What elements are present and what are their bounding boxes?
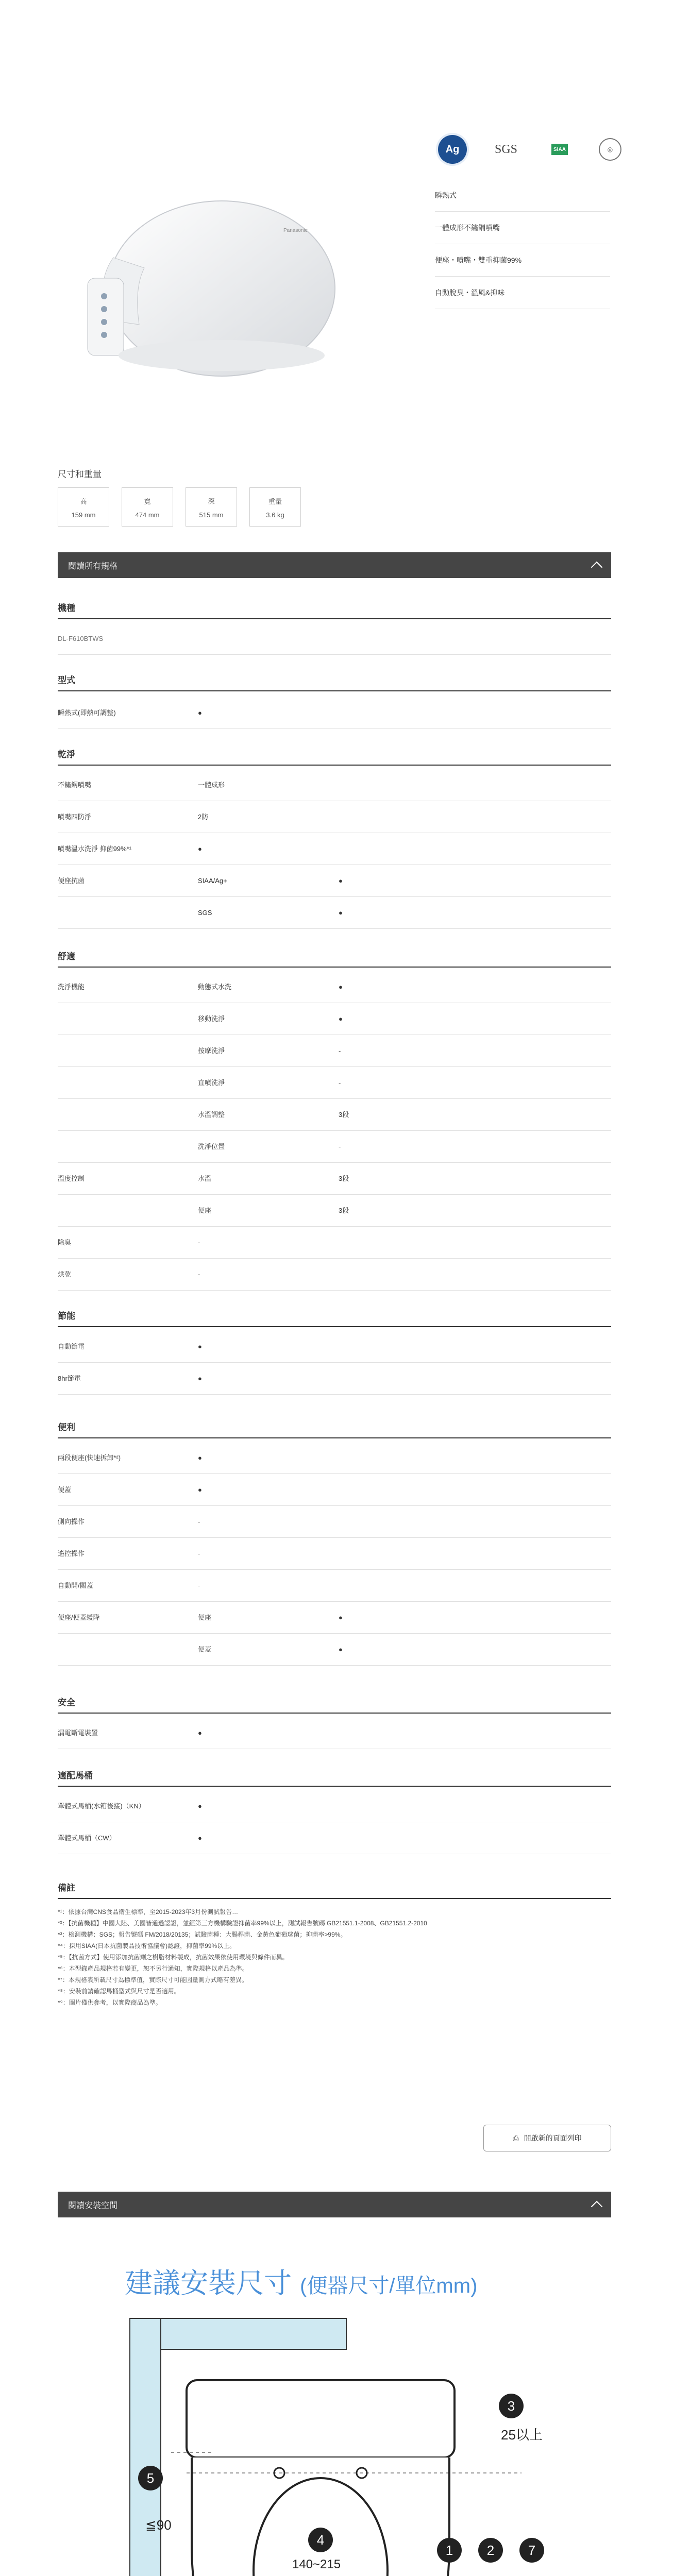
table-row	[58, 802, 611, 833]
row-label: 單體式馬桶(水箱後接)（KN）	[58, 1802, 145, 1810]
install-subtitle: (便器尺寸/單位mm)	[300, 2275, 478, 2297]
table-row	[58, 1791, 611, 1822]
row-mid: 2防	[198, 813, 209, 821]
table-row	[58, 1475, 611, 1506]
note-item: *⁷：本規格表所載尺寸為標準值，實際尺寸可能因量測方式略有差異。	[58, 1976, 248, 1984]
row-value: ●	[339, 877, 343, 885]
section-convenience-title: 便利	[58, 1422, 75, 1432]
row-label: 溫度控制	[58, 1175, 85, 1182]
table-row	[58, 1036, 611, 1067]
svg-text:≦90: ≦90	[145, 2517, 172, 2533]
section-fit-title: 適配馬桶	[58, 1771, 93, 1781]
table-row	[58, 897, 611, 929]
row-value: -	[339, 1143, 341, 1150]
row-label: 漏電斷電裝置	[58, 1729, 98, 1737]
section-comfort-title: 舒適	[58, 952, 75, 961]
wall-left	[130, 2318, 161, 2576]
row-mid: ●	[198, 1729, 202, 1737]
cert-row	[438, 135, 621, 164]
note-item: *³：檢測機構：SGS；報告號碼 FM/2018/20135；試驗菌種：大腸桿菌、金黃色葡萄球菌；抑菌率>99%。	[58, 1931, 347, 1938]
row-label: 不鏽鋼噴嘴	[58, 781, 92, 789]
row-label: 噴嘴溫水洗淨 抑菌99%*¹	[58, 845, 132, 853]
row-mid: 便座	[198, 1207, 212, 1214]
row-label: 自動節電	[58, 1343, 85, 1350]
row-value: ●	[339, 1015, 343, 1023]
ag-icon: Ag	[438, 135, 467, 164]
row-label: 便座抗菌	[58, 877, 85, 885]
row-label: 便蓋	[58, 1486, 72, 1494]
row-value: -	[339, 1047, 341, 1055]
row-mid: 移動洗淨	[198, 1015, 225, 1023]
seat-body	[187, 2380, 455, 2458]
feature-item: 自動脫臭・溫風&抑味	[435, 277, 610, 309]
chevron-up-icon	[591, 562, 603, 573]
svg-text:5: 5	[146, 2470, 155, 2486]
table-row	[58, 1004, 611, 1035]
svg-text:1: 1	[445, 2543, 453, 2558]
table-row	[58, 1363, 611, 1395]
row-label: 側向操作	[58, 1518, 85, 1526]
section-type-title: 型式	[58, 675, 75, 685]
row-mid: 便座	[198, 1614, 212, 1621]
row-mid: ●	[198, 1454, 202, 1462]
feature-item: 瞬熱式	[435, 179, 610, 212]
row-mid: ●	[198, 1375, 202, 1382]
row-mid: 一體成形	[198, 781, 225, 789]
table-row	[58, 1634, 611, 1666]
notes-title: 備註	[58, 1883, 75, 1893]
row-mid: -	[198, 1550, 200, 1557]
divider	[58, 967, 611, 968]
row-mid: ●	[198, 845, 202, 853]
spec-accordion-header[interactable]	[58, 552, 611, 578]
svg-text:2: 2	[486, 2543, 495, 2558]
table-row	[58, 1506, 611, 1538]
divider	[58, 1898, 611, 1899]
row-value: ●	[339, 1614, 343, 1621]
row-label: 兩段便座(快速拆卸*²)	[58, 1454, 121, 1462]
divider	[58, 1786, 611, 1787]
note-item: *⁶：本型錄產品規格若有變更，恕不另行通知，實際規格以產品為準。	[58, 1965, 248, 1972]
divider	[58, 765, 611, 766]
table-row	[58, 770, 611, 801]
svg-text:140~215: 140~215	[292, 2557, 341, 2571]
notes-list	[58, 1906, 611, 2008]
row-mid: ●	[198, 1834, 202, 1842]
row-value: -	[339, 1079, 341, 1087]
divider	[58, 1437, 611, 1438]
svg-text:Panasonic: Panasonic	[283, 228, 308, 233]
table-row: DL-F610BTWS	[58, 623, 611, 655]
ring-icon: ◎	[599, 138, 621, 161]
note-item: *⁹：圖片僅供參考，以實際商品為準。	[58, 1999, 162, 2006]
svg-text:3: 3	[507, 2398, 515, 2414]
table-row	[58, 1331, 611, 1363]
row-value: ●	[339, 1646, 343, 1653]
table-row	[58, 1823, 611, 1854]
feature-item: 一體成形不鏽鋼噴嘴	[435, 212, 610, 244]
table-row	[58, 1099, 611, 1131]
row-mid: SGS	[198, 909, 212, 917]
size-width: 寬 474 mm	[122, 487, 173, 527]
row-label: 烘乾	[58, 1270, 72, 1278]
note-item: *⁴：採用SIAA(日本抗菌製品技術協議會)認證，抑菌率99%以上。	[58, 1942, 236, 1950]
row-value: ●	[339, 909, 343, 917]
row-value: ●	[339, 983, 343, 991]
install-bar-label: 閱讀安裝空間	[68, 2201, 118, 2210]
size-title: 尺寸和重量	[58, 469, 102, 479]
size-weight: 重量 3.6 kg	[249, 487, 301, 527]
row-label: 除臭	[58, 1239, 72, 1246]
row-value: 3段	[339, 1111, 349, 1118]
row-mid: 便蓋	[198, 1646, 212, 1653]
table-row	[58, 972, 611, 1003]
note-item: *¹：依據台灣CNS食品衛生標準，至2015-2023年3月份測試報告…	[58, 1908, 239, 1916]
divider	[58, 690, 611, 691]
note-item: *⁸：安裝前請確認馬桶型式與尺寸是否適用。	[58, 1988, 180, 1995]
table-row	[58, 1570, 611, 1602]
divider	[58, 1326, 611, 1327]
install-diagram	[58, 2210, 611, 2576]
row-value: 3段	[339, 1175, 349, 1182]
row-mid: -	[198, 1239, 200, 1246]
section-safety-title: 安全	[58, 1698, 75, 1707]
row-mid: 水溫	[198, 1175, 212, 1182]
size-row	[58, 487, 301, 527]
size-height: 高 159 mm	[58, 487, 109, 527]
section-model-title: 機種	[58, 603, 75, 613]
row-mid: 動態式水洗	[198, 983, 232, 991]
row-mid: 按摩洗淨	[198, 1047, 225, 1055]
table-row	[58, 866, 611, 897]
print-button-label: 開啟新的頁面列印	[524, 2134, 582, 2142]
size-depth: 深 515 mm	[186, 487, 237, 527]
row-mid: ●	[198, 1486, 202, 1494]
install-title: 建議安裝尺寸	[125, 2268, 292, 2299]
print-button[interactable]	[483, 2125, 611, 2151]
feature-list	[435, 179, 610, 309]
sgs-icon: SGS	[494, 142, 518, 156]
table-row	[58, 1131, 611, 1163]
svg-text:7: 7	[528, 2543, 536, 2558]
table-row	[58, 1067, 611, 1099]
section-clean-title: 乾淨	[58, 750, 75, 759]
row-label: 8hr節電	[58, 1375, 81, 1382]
table-row: 瞬熱式(即熱可調整) ●	[58, 698, 611, 729]
svg-text:25以上: 25以上	[501, 2427, 543, 2443]
row-label: 洗淨機能	[58, 983, 85, 991]
row-label: 自動開/關蓋	[58, 1582, 93, 1589]
print-icon: ⎙	[513, 2133, 519, 2142]
table-row	[58, 1259, 611, 1291]
table-row	[58, 1718, 611, 1749]
table-row	[58, 1443, 611, 1474]
row-mid: ●	[198, 1343, 202, 1350]
row-mid: 直噴洗淨	[198, 1079, 225, 1087]
row-value: 3段	[339, 1207, 349, 1214]
row-mid: -	[198, 1270, 200, 1278]
note-item: *²：【抗菌機種】中國大陸、美國皆通過認證，並經第三方機構驗證抑菌率99%以上，測試報告號碼 GB21551.1-2008、GB21551.2-2010	[58, 1920, 427, 1927]
row-label: 噴嘴四防淨	[58, 813, 92, 821]
row-mid: SIAA/Ag+	[198, 877, 227, 885]
row-mid: 洗淨位置	[198, 1143, 225, 1150]
table-row	[58, 1195, 611, 1227]
svg-text:4: 4	[316, 2532, 325, 2548]
table-row	[58, 1602, 611, 1634]
row-label: 遙控操作	[58, 1550, 85, 1557]
note-item: *⁵：【抗菌方式】使用添加抗菌劑之樹脂材料製成，抗菌效果依使用環境與條件而異。	[58, 1954, 289, 1961]
section-energy-title: 節能	[58, 1311, 75, 1321]
product-image	[67, 155, 356, 392]
row-mid: -	[198, 1518, 200, 1526]
siaa-icon: SIAA	[545, 135, 574, 164]
table-row	[58, 1163, 611, 1195]
row-mid: 水溫調整	[198, 1111, 225, 1118]
wall-top	[130, 2318, 346, 2349]
row-mid: ●	[198, 1802, 202, 1810]
row-label: 單體式馬桶（CW）	[58, 1834, 116, 1842]
table-row	[58, 1538, 611, 1570]
table-row	[58, 1227, 611, 1259]
row-mid: -	[198, 1582, 200, 1589]
divider	[58, 1713, 611, 1714]
divider	[58, 618, 611, 619]
table-row	[58, 834, 611, 865]
row-label: 便座/便蓋緩降	[58, 1614, 100, 1621]
spec-bar-label: 閱讀所有規格	[68, 562, 118, 571]
feature-item: 便座・噴嘴・雙重抑菌99%	[435, 244, 610, 277]
